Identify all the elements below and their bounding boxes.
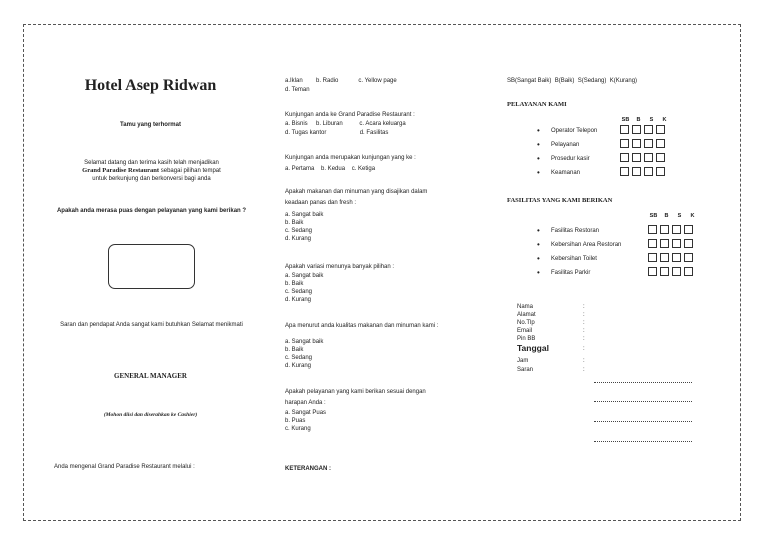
rating-checkbox[interactable]	[660, 253, 669, 262]
option-item[interactable]: b. Baik	[285, 347, 304, 353]
form-colon: :	[583, 320, 585, 326]
food-fresh-question-1: Apakah makanan dan minuman yang disajikan dalam	[285, 189, 428, 195]
rating-checkbox[interactable]	[648, 225, 657, 234]
facility-rating-header	[647, 213, 699, 219]
visit-purpose-options-1: a. Bisnis b. Liburan c. Acara keluarga	[285, 121, 406, 127]
satisfaction-answer-box[interactable]	[108, 244, 195, 289]
quality-question: Apa menurut anda kualitas makanan dan minuman kami :	[285, 323, 439, 329]
header-sb: SB	[621, 117, 630, 123]
rating-checkbox[interactable]	[684, 225, 693, 234]
rating-checkbox[interactable]	[644, 125, 653, 134]
greeting: Tamu yang terhormat	[120, 122, 181, 128]
header-b: B	[664, 213, 669, 219]
rating-checkbox[interactable]	[660, 267, 669, 276]
option-item[interactable]: a. Sangat baik	[285, 339, 324, 345]
rating-checkbox[interactable]	[632, 167, 641, 176]
rating-checkbox[interactable]	[620, 125, 629, 134]
form-colon: :	[583, 336, 585, 342]
option-item[interactable]: b. Baik	[285, 281, 304, 287]
saran-line-3[interactable]	[594, 421, 692, 422]
rating-legend: SB(Sangat Baik) B(Baik) S(Sedang) K(Kurang)	[507, 78, 638, 84]
form-colon: :	[583, 312, 585, 318]
rating-checkbox[interactable]	[620, 153, 629, 162]
rating-checkbox[interactable]	[684, 267, 693, 276]
rating-checkbox[interactable]	[644, 167, 653, 176]
option-item[interactable]: a. Sangat Puas	[285, 410, 327, 416]
facility-item-restoran: • Fasilitas Restoran	[551, 227, 599, 235]
form-colon: :	[583, 304, 585, 310]
welcome-line-1: Selamat datang dan terima kasih telah menjadikan	[84, 160, 219, 166]
option-item[interactable]: b. Baik	[285, 220, 304, 226]
visit-purpose-options-2: d. Tugas kantor d. Fasilitas	[285, 130, 389, 136]
service-options	[285, 409, 326, 433]
facility-section-title: FASILITAS YANG KAMI BERIKAN	[507, 197, 613, 204]
column-right	[507, 25, 742, 520]
service-item-kasir: • Prosedur kasir	[551, 155, 590, 163]
option-item[interactable]: a. Sangat baik	[285, 212, 324, 218]
rating-checkbox[interactable]	[644, 153, 653, 162]
option-item[interactable]: c. Sedang	[285, 289, 313, 295]
visit-purpose-question: Kunjungan anda ke Grand Paradise Restaurant :	[285, 112, 415, 118]
service-item-pelayanan: • Pelayanan	[551, 141, 579, 149]
saran-line-1[interactable]	[594, 382, 692, 383]
form-label-notlp: No.Tlp	[517, 320, 535, 326]
rating-checkbox[interactable]	[672, 267, 681, 276]
rating-checkbox[interactable]	[632, 139, 641, 148]
visit-count-question: Kunjungan anda merupakan kunjungan yang ke :	[285, 155, 416, 161]
facility-item-toilet: • Kebersihan Toilet	[551, 255, 597, 263]
saran-line-4[interactable]	[594, 441, 692, 442]
rating-checkbox[interactable]	[672, 239, 681, 248]
form-colon: :	[583, 328, 585, 334]
header-k: K	[662, 117, 667, 123]
brochure-page	[23, 24, 741, 521]
form-label-jam: Jam	[517, 358, 529, 364]
service-item-operator: • Operator Telepon	[551, 127, 597, 135]
suggestion-text: Saran dan pendapat Anda sangat kami butuhkan Selamat menikmati	[60, 322, 243, 328]
visit-count-options: a. Pertama b. Kedua c. Ketiga	[285, 166, 376, 172]
rating-checkbox[interactable]	[656, 139, 665, 148]
source-options-2: d. Teman	[285, 87, 310, 93]
service-question-1: Apakah pelayanan yang kami berikan sesuai dengan	[285, 389, 426, 395]
rating-checkbox[interactable]	[656, 125, 665, 134]
rating-checkbox[interactable]	[620, 167, 629, 176]
facility-item-area: • Kebersihan Area Restoran	[551, 241, 621, 249]
service-rating-row	[620, 125, 668, 134]
option-item[interactable]: c. Sedang	[285, 355, 313, 361]
form-label-email: Email	[517, 328, 533, 334]
facility-rating-row	[648, 267, 696, 276]
option-item[interactable]: c. Kurang	[285, 426, 311, 432]
keterangan-label: KETERANGAN :	[285, 466, 331, 472]
rating-checkbox[interactable]	[656, 167, 665, 176]
facility-rating-row	[648, 225, 696, 234]
option-item[interactable]: c. Sedang	[285, 228, 313, 234]
header-s: S	[649, 117, 654, 123]
column-left	[24, 25, 277, 520]
rating-checkbox[interactable]	[620, 139, 629, 148]
service-item-keamanan: • Keamanan	[551, 169, 580, 177]
service-rating-row	[620, 153, 668, 162]
header-sb: SB	[649, 213, 658, 219]
rating-checkbox[interactable]	[656, 153, 665, 162]
service-question-2: harapan Anda :	[285, 400, 326, 406]
rating-checkbox[interactable]	[648, 253, 657, 262]
rating-checkbox[interactable]	[660, 239, 669, 248]
facility-rating-row	[648, 239, 696, 248]
option-item[interactable]: d. Kurang	[285, 236, 312, 242]
restaurant-name: Grand Paradise Restaurant	[82, 167, 160, 174]
food-fresh-question-2: keadaan panas dan fresh :	[285, 200, 357, 206]
source-options-1: a.Iklan b. Radio c. Yellow page	[285, 78, 397, 84]
rating-checkbox[interactable]	[672, 253, 681, 262]
option-item[interactable]: b. Puas	[285, 418, 306, 424]
general-manager: GENERAL MANAGER	[114, 372, 187, 380]
rating-checkbox[interactable]	[684, 253, 693, 262]
column-middle	[277, 25, 507, 520]
header-k: K	[690, 213, 695, 219]
form-colon: :	[583, 346, 585, 352]
header-s: S	[677, 213, 682, 219]
facility-rating-row	[648, 253, 696, 262]
welcome-text	[54, 159, 249, 183]
header-b: B	[636, 117, 641, 123]
rating-checkbox[interactable]	[648, 239, 657, 248]
rating-checkbox[interactable]	[632, 153, 641, 162]
welcome-line-3: untuk berkunjung dan berkonversi bagi anda	[92, 176, 211, 182]
service-rating-header	[619, 117, 671, 123]
option-item[interactable]: d. Kurang	[285, 363, 312, 369]
satisfaction-question: Apakah anda merasa puas dengan pelayanan yang kami berikan ?	[56, 208, 247, 214]
form-colon: :	[583, 367, 585, 373]
service-rating-row	[620, 167, 668, 176]
service-rating-row	[620, 139, 668, 148]
form-label-nama: Nama	[517, 304, 534, 310]
menu-variety-question: Apakah variasi menunya banyak pilihan :	[285, 264, 395, 270]
rating-checkbox[interactable]	[644, 139, 653, 148]
rating-checkbox[interactable]	[660, 225, 669, 234]
hotel-title: Hotel Asep Ridwan	[84, 77, 217, 94]
rating-checkbox[interactable]	[632, 125, 641, 134]
menu-variety-options	[285, 272, 323, 304]
option-item[interactable]: a. Sangat baik	[285, 273, 324, 279]
food-fresh-options	[285, 211, 323, 243]
saran-line-2[interactable]	[594, 401, 692, 402]
quality-options	[285, 338, 323, 370]
form-label-pinbb: Pin BB	[517, 336, 536, 342]
rating-checkbox[interactable]	[648, 267, 657, 276]
form-label-alamat: Alamat	[517, 312, 536, 318]
service-section-title: PELAYANAN KAMI	[507, 101, 567, 108]
heard-via-question: Anda mengenal Grand Paradise Restaurant melalui :	[54, 464, 195, 470]
form-label-tanggal: Tanggal	[517, 343, 549, 353]
option-item[interactable]: d. Kurang	[285, 297, 312, 303]
form-colon: :	[583, 358, 585, 364]
form-label-saran: Saran	[517, 367, 534, 373]
rating-checkbox[interactable]	[672, 225, 681, 234]
cashier-note: (Mohon diisi dan diserahkan ke Cashier)	[103, 412, 198, 418]
rating-checkbox[interactable]	[684, 239, 693, 248]
welcome-line-2: sebagai pilihan tempat	[159, 168, 221, 174]
facility-item-parkir: • Fasilitas Parkir	[551, 269, 590, 277]
